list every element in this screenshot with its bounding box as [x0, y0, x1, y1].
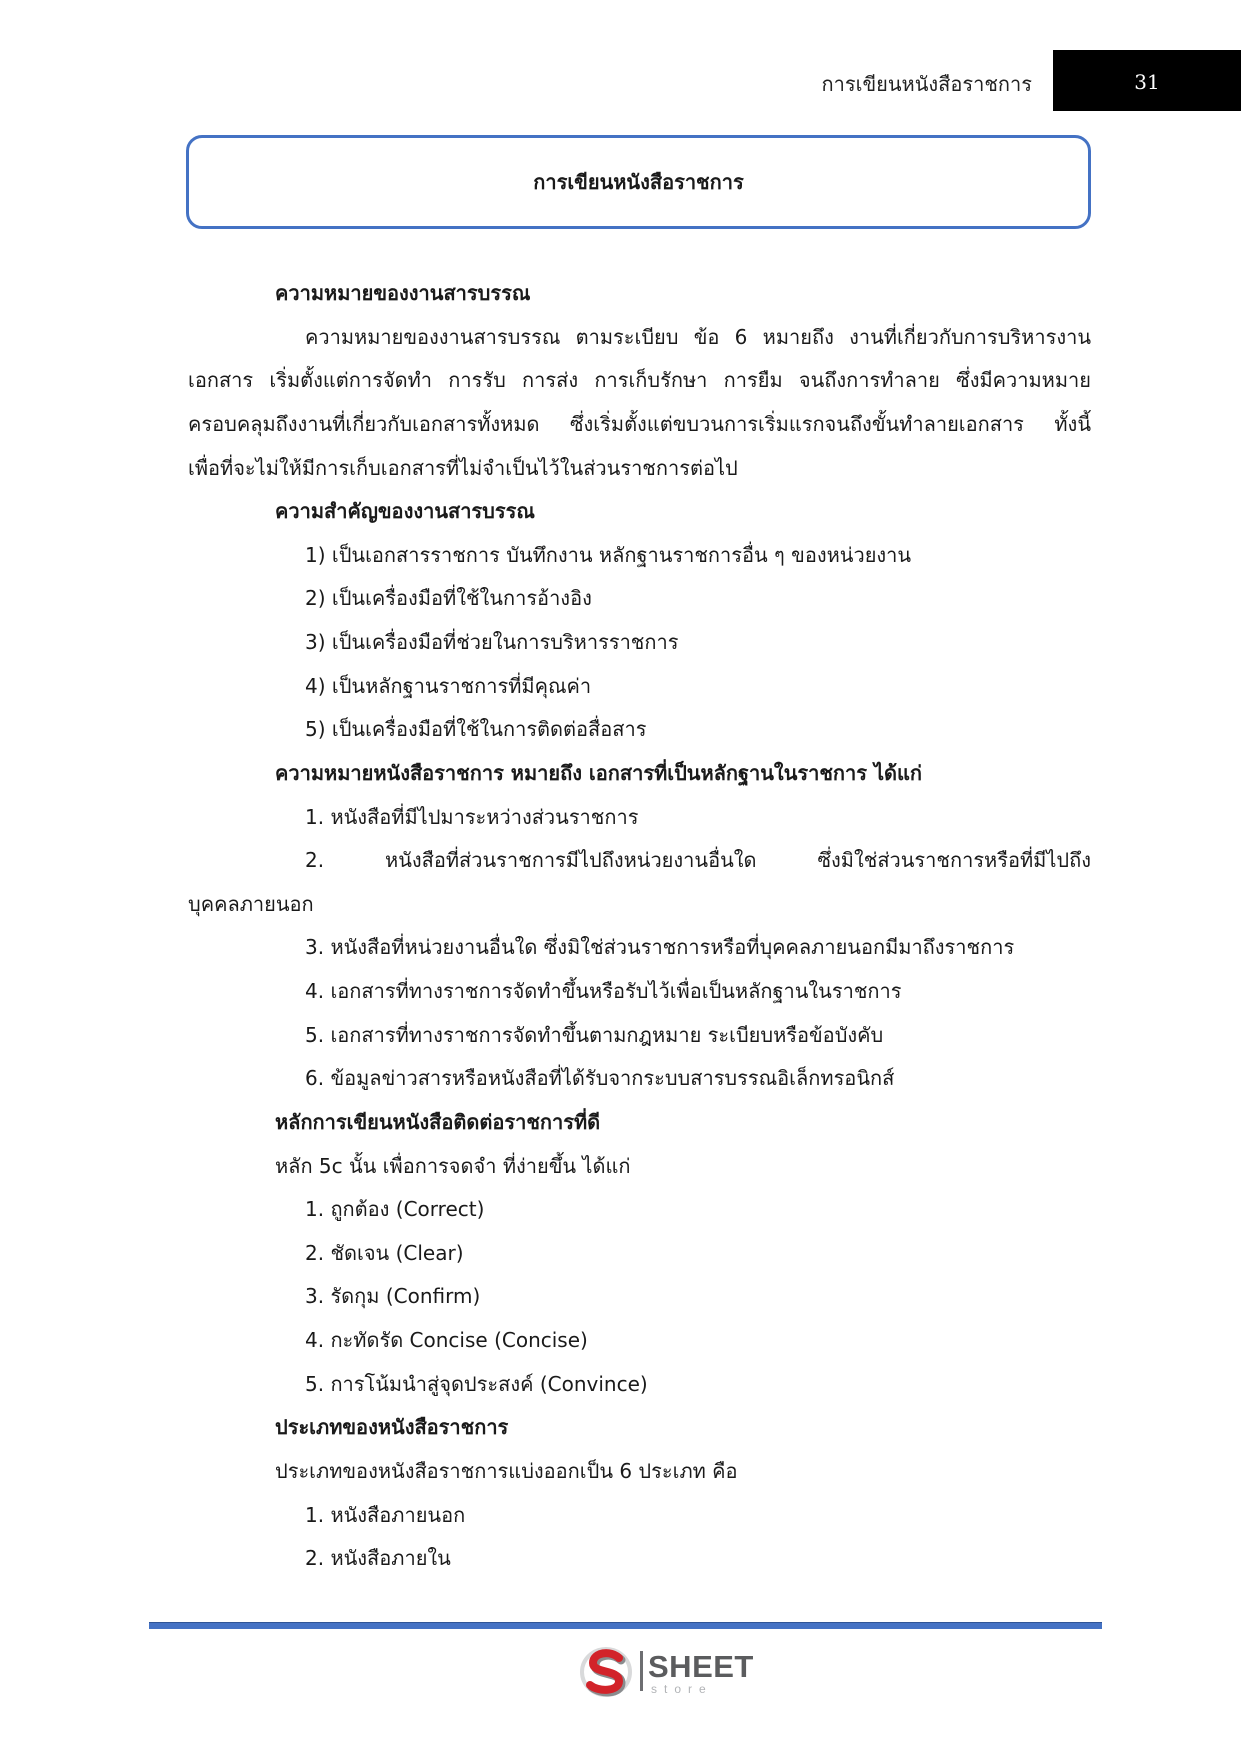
list-item: 2. หนังสือที่ส่วนราชการมีไปถึงหน่วยงานอื่นใด ซึ่งมิใช่ส่วนราชการหรือที่มีไปถึง	[305, 848, 1091, 873]
list-item: 4. กะทัดรัด Concise (Concise)	[305, 1328, 588, 1352]
section-intro: หลัก 5c นั้น เพื่อการจดจำ ที่ง่ายขึ้น ได้แก่	[275, 1153, 631, 1178]
list-item: 2. ชัดเจน (Clear)	[305, 1240, 464, 1265]
section-heading-types: ประเภทของหนังสือราชการ	[275, 1415, 509, 1440]
list-item: 2. หนังสือภายใน	[305, 1546, 451, 1571]
list-item: 3) เป็นเครื่องมือที่ช่วยในการบริหารราชการ	[305, 630, 679, 654]
list-item: 1. ถูกต้อง (Correct)	[305, 1197, 485, 1222]
paragraph-line: ความหมายของงานสารบรรณ ตามระเบียบ ข้อ 6 หมายถึง งานที่เกี่ยวกับการบริหารงาน	[305, 324, 1091, 349]
section-heading-definition: ความหมายหนังสือราชการ หมายถึง เอกสารที่เป็นหลักฐานในราชการ ได้แก่	[275, 760, 923, 785]
sheet-store-s-logo-icon	[578, 1643, 634, 1699]
logo-divider	[640, 1651, 643, 1691]
list-item: 4) เป็นหลักฐานราชการที่มีคุณค่า	[305, 673, 592, 698]
body-text	[188, 272, 1091, 1584]
list-item: 3. รัดกุม (Confirm)	[305, 1284, 481, 1309]
list-item: 5. เอกสารที่ทางราชการจัดทำขึ้นตามกฎหมาย ระเบียบหรือข้อบังคับ	[305, 1022, 884, 1047]
list-item: 5) เป็นเครื่องมือที่ใช้ในการติดต่อสื่อสาร	[305, 717, 647, 742]
list-item: 3. หนังสือที่หน่วยงานอื่นใด ซึ่งมิใช่ส่วนราชการหรือที่บุคคลภายนอกมีมาถึงราชการ	[305, 935, 1015, 960]
list-item: 5. การโน้มนำสู่จุดประสงค์ (Convince)	[305, 1371, 648, 1396]
paragraph-line: ครอบคลุมถึงงานที่เกี่ยวกับเอกสารทั้งหมด ซึ่งเริ่มตั้งแต่ขบวนการเริ่มแรกจนถึงขั้นทำลายเอกสาร ทั้งนี้	[188, 411, 1091, 436]
logo-subtext: store	[651, 1682, 713, 1696]
list-item: 4. เอกสารที่ทางราชการจัดทำขึ้นหรือรับไว้เพื่อเป็นหลักฐานในราชการ	[305, 979, 902, 1003]
sheet-store-logo	[578, 1643, 758, 1699]
chapter-title: การเขียนหนังสือราชการ	[533, 170, 744, 194]
section-heading-importance: ความสำคัญของงานสารบรรณ	[275, 499, 535, 524]
chapter-title-box	[186, 135, 1091, 229]
section-intro: ประเภทของหนังสือราชการแบ่งออกเป็น 6 ประเภท คือ	[275, 1458, 738, 1483]
page-number: 31	[1134, 70, 1160, 94]
list-item: 2) เป็นเครื่องมือที่ใช้ในการอ้างอิง	[305, 586, 592, 611]
section-heading-meaning: ความหมายของงานสารบรรณ	[275, 281, 531, 305]
list-item: 6. ข้อมูลข่าวสารหรือหนังสือที่ได้รับจากระบบสารบรรณอิเล็กทรอนิกส์	[305, 1066, 895, 1091]
list-item-continuation: บุคคลภายนอก	[188, 891, 314, 916]
list-item: 1. หนังสือภายนอก	[305, 1502, 466, 1527]
footer-rule	[149, 1622, 1102, 1629]
section-heading-principles: หลักการเขียนหนังสือติดต่อราชการที่ดี	[275, 1109, 601, 1134]
logo-wordmark: SHEET	[648, 1649, 754, 1684]
paragraph-line: เพื่อที่จะไม่ให้มีการเก็บเอกสารที่ไม่จำเป็นไว้ในส่วนราชการต่อไป	[188, 455, 738, 480]
paragraph-line: เอกสาร เริ่มตั้งแต่การจัดทำ การรับ การส่ง การเก็บรักษา การยืม จนถึงการทำลาย ซึ่งมีความหมาย	[188, 368, 1091, 393]
list-item: 1) เป็นเอกสารราชการ บันทึกงาน หลักฐานราชการอื่น ๆ ของหน่วยงาน	[305, 542, 912, 567]
running-header-title: การเขียนหนังสือราชการ	[821, 72, 1032, 96]
page-number-box	[1053, 50, 1241, 111]
list-item: 1. หนังสือที่มีไปมาระหว่างส่วนราชการ	[305, 804, 639, 829]
